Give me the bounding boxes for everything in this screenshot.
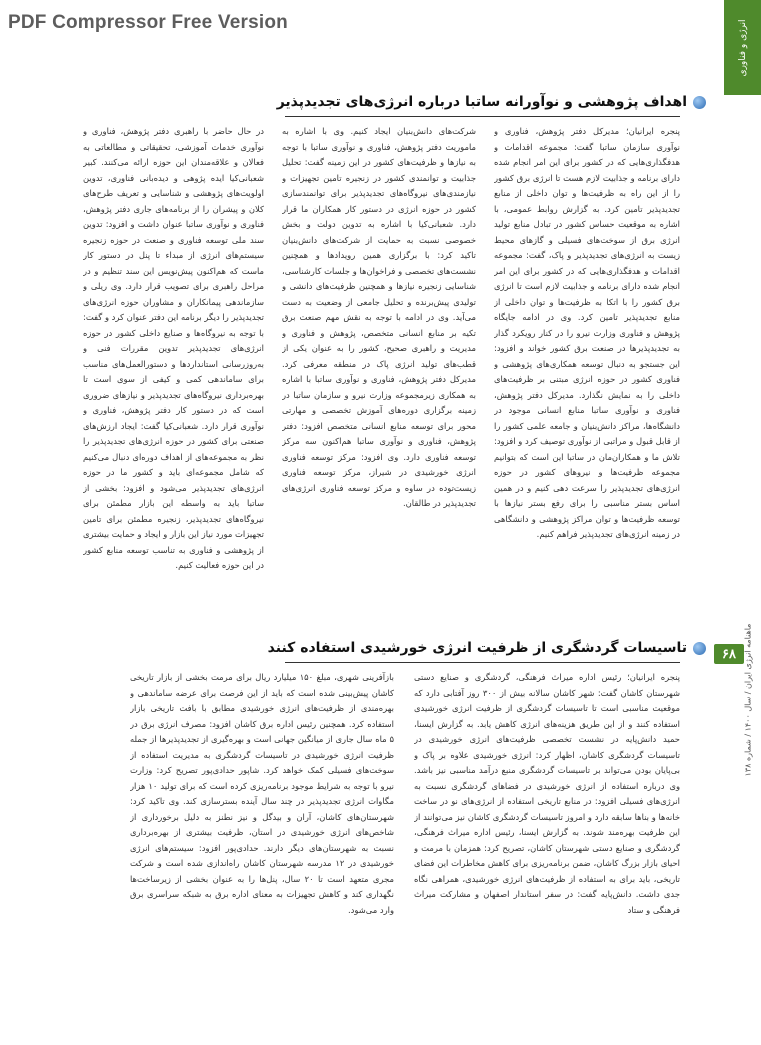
article1-headline: [277, 94, 706, 110]
section-tab: [724, 0, 761, 95]
article2-column-right: [414, 670, 680, 960]
article2-column-middle: [130, 670, 394, 960]
article2-text-right: پنجره ایرانیان؛ رئیس اداره میراث فرهنگی، گردشگری و صنایع دستی شهرستان کاشان گفت: شهر کاشان سالانه بیش از ۳۰۰ روز آفتابی دارد که موقعیت مناسبی است تا تاسیسات گردشگری از ظرفیت انرژی خورشیدی استفاده کنند و از این طریق هزینه‌های انرژی کاهش یابد. به گزارش ایسنا، حمید دانش‌پایه در نشست تخصصی ظرفیت‌های انرژی خورشیدی در تاسیسات گردشگری کاشان، اظهار کرد: انرژی خورشیدی علاوه بر پاک و بی‌پایان بودن می‌تواند بر تاسیسات گردشگری منبع درآمد مناسبی نیز باشد. وی درباره استفاده از انرژی خورشیدی در فضاهای گردشگری نسبت به انرژی‌های فسیلی افزود: در منابع تاریخی استفاده از انرژی‌های نو در ساخت خانه‌ها و بناها سابقه دارد و امروز تاسیسات گردشگری کاشان نیز می‌توانند از این ظرفیت بهره‌مند شوند. به گزارش ایسنا، رئیس اداره میراث فرهنگی، گردشگری و صنایع دستی شهرستان کاشان، تصریح کرد: همزمان با مرمت و احیای بازار بزرگ کاشان، ضمن برنامه‌ریزی برای کاهش مخاطرات این فضای تاریخی، باید برای به استفاده از ظرفیت‌های انرژی خورشیدی، همراهی نگاه جدی داشت. دانش‌پایه گفت: در سفر استاندار اصفهان و مشارکت میراث فرهنگی و ستاد: [414, 672, 680, 915]
article1-text-right: پنجره ایرانیان؛ مدیرکل دفتر پژوهش، فناوری و نوآوری سازمان ساتبا گفت: مجموعه اقدامات و هدفگذاری‌هایی که در کشور برای این امر انجام شده دارای برنامه و جذابیت لازم هست تا انرژی برق کشور را از این راه به ظرفیت‌ها و توان داخلی از منابع تجدیدپذیر تامین کرد. به گزارش روابط عمومی، با اشاره به موقعیت حساس کشور در تبادل منابع تولید انرژی برق از سوخت‌های فسیلی و گازهای محیط زیست به انرژی‌های تجدیدپذیر و پاک، گفت: مجموعه اقدامات و هدفگذاری‌هایی که در کشور برای این امر انجام شده دارای برنامه و جذابیت لازم است تا انرژی برق کشور را با اتکا به ظرفیت‌ها و توان داخلی از منابع تجدیدپذیر تامین کرد. وی در ادامه جایگاه پژوهش و فناوری وزارت نیرو را در کنار رویکرد گذار به تجدیدپذیرها در صنعت برق کشور خواند و افزود: این جستجو به دنبال توسعه همکاری‌های پژوهشی و فناوری کشور در حوزه انرژی مبتنی بر ظرفیت‌های داخلی را به نمایش نگذارد. مدیرکل دفتر پژوهش، فناوری و نوآوری ساتبا منابع انسانی موجود در دانشگاه‌ها، مراکز دانش‌بنیان و جامعه علمی کشور را از قابل قبول و مراتبی از نوآوری توصیف کرد و افزود: تلاش ما و همکاران‌مان در ساتبا این است که بتوانیم مجموعه ظرفیت‌ها و نیروهای کشور در حوزه انرژی‌های تجدیدپذیر را سرعت دهی کنیم و در همین اساس بستر مناسبی را برای رفع بستر نیازها با توسعه ظرفیت‌ها و توان مراکز پژوهشی و دانشگاهی در زمینه انرژی‌های تجدیدپذیر فراهم کنیم.: [494, 126, 680, 539]
article2-title: تاسیسات گردشگری از ظرفیت انرژی خورشیدی استفاده کنند: [267, 640, 687, 656]
magazine-strip-label: ماهنامه انرژی ایران / سال ۱۴۰۰ / شماره ۱۳۸: [743, 623, 753, 777]
article1-text-middle: شرکت‌های دانش‌بنیان ایجاد کنیم. وی با اشاره به ماموریت دفتر پژوهش، فناوری و نوآوری ساتبا با توجه به نیازها و ظرفیت‌های کشور در این زمینه گفت: تحلیل جذابیت و توانمندی کشور در زنجیره تامین تجهیزات و نیازمندی‌های نیروگاه‌های تجدیدپذیر برای توانمندسازی کشور در حوزه انرژی در دستور کار همکاران ما قرار دارد. شعبانی‌کیا با اشاره به تدوین دولت و بخش خصوصی نسبت به حمایت از شرکت‌های دانش‌بنیان تاکید کرد: با برگزاری همین رویدادها و همچنین نشست‌های تخصصی و فراخوان‌ها و جلسات کارشناسی، شناسایی زنجیره نیازها و همچنین ظرفیت‌های دانشی و تولیدی پیش‌برنده و تحلیل جامعی از وضعیت به دست می‌آید. وی در ادامه با توجه به نقش مهم صنعت برق تکیه بر منابع انسانی متخصص، پژوهش و فناوری و مدیریت و راهبری صحیح، کشور را به عنوان یکی از قطب‌های تولید انرژی پاک در منطقه معرفی کرد. مدیرکل دفتر پژوهش، فناوری و نوآوری ساتبا با اشاره به همکاری زیرمجموعه وزارت نیرو و سازمان ساتبا در زمینه برگزاری دوره‌های آموزش تخصصی و مهارتی محور برای توسعه منابع انسانی متخصص افزود: دفتر پژوهش، فناوری و نوآوری ساتبا هم‌اکنون سه مرکز توسعه فناوری دارد. وی افزود: مرکز توسعه فناوری انرژی خورشیدی در شیراز، مرکز توسعه فناوری زیست‌توده در ساوه و مرکز توسعه فناوری انرژی‌های تجدیدپذیر در طالقان.: [282, 126, 476, 508]
bullet-icon: [693, 96, 706, 109]
bullet-icon: [693, 642, 706, 655]
magazine-strip: [739, 400, 757, 1000]
page-number: ۶۸: [714, 644, 744, 664]
article1-column-middle: [282, 124, 476, 624]
watermark: PDF Compressor Free Version: [8, 12, 288, 33]
article1-column-left: [83, 124, 264, 624]
section-tab-label: انرژی و فناوری: [737, 19, 748, 76]
article1-title: اهداف پژوهشی و نوآورانه ساتبا درباره انرژی‌های تجدیدپذیر: [276, 94, 687, 110]
article2-text-middle: بازآفرینی شهری، مبلغ ۱۵۰ میلیارد ریال برای مرمت بخشی از بازار تاریخی کاشان پیش‌بینی شده است که باید از این فرصت برای عرضه ساماندهی و بهره‌مندی از ظرفیت‌های انرژی خورشیدی مطابق با بافت تاریخی بازار استفاده کرد. همچنین رئیس اداره برق کاشان افزود: مصرف انرژی برق در ۵ ماه سال جاری از میانگین جهانی است و بهره‌گیری از تجدیدپذیرها از جمله ظرفیت انرژی خورشیدی در تاسیسات گردشگری به مدیریت استفاده از سوخت‌های فسیلی کمک خواهد کرد. شاپور حدادی‌پور تصریح کرد: وزارت نیرو با توجه به شرایط موجود برنامه‌ریزی کرده است که برای تولید ۱۰ هزار مگاوات انرژی تجدیدپذیر در چند سال آینده بسترسازی کند. وی تاکید کرد: شهرستان‌های کاشان، آران و بیدگل و نیز نطنز به دلیل برخورداری از شاخص‌های انرژی خورشیدی در استان، ظرفیت بیشتری از بهره‌برداری نسبت به شهرستان‌های دیگر دارند. حدادی‌پور افزود: سیستم‌های انرژی خورشیدی در ۱۲ مدرسه شهرستان کاشان راه‌اندازی شده است و شرکت مجری متعهد است تا ۲۰ سال، پنل‌ها را به عنوان بخشی از زیرساخت‌ها نگهداری کند و کاهش تجهیزات به معنای اداره برق به شبکه سراسری برق وارد می‌شود.: [130, 672, 394, 915]
article1-rule: [285, 116, 680, 117]
article2-rule: [285, 662, 680, 663]
article1-column-right: [494, 124, 680, 624]
article1-text-left: در حال حاضر با راهبری دفتر پژوهش، فناوری و نوآوری خدمات آموزشی، تحقیقاتی و مطالعاتی به فعالان و علاقه‌مندان این حوزه ارائه می‌کنند. کبیر شعبانی‌کیا ایده پژوهی و دیده‌بانی فناوری، تدوین اولویت‌های پژوهشی و شناسایی و تعریف طرح‌های کلان و پیشران را از برنامه‌های جاری دفتر پژوهش، فناوری و نوآوری ساتبا عنوان داشت و افزود: تدوین سند ملی توسعه فناوری و صنعت در حوزه زنجیره سیستم‌های انرژی از مبداء تا پنل در دستور کار ماست که هم‌اکنون پیش‌نویس این سند تنظیم و در مراحل راهبری برای تصویب قرار دارد. وی ریلی و سازماندهی پیمانکاران و مشاوران حوزه انرژی‌های تجدیدپذیر را دیگر برنامه این دفتر عنوان کرد و گفت: با توجه به نیروگاه‌ها و صنایع داخلی کشور در حوزه انرژی‌های تجدیدپذیر تدوین مقررات فنی و به‌روزرسانی استانداردها و دستورالعمل‌های مناسب برای ساماندهی کمی و کیفی از سوی است تا بهره‌برداری نیروگاه‌های تجدیدپذیر و نیازهای ضروری است که در دستور کار دفتر پژوهش، فناوری و نوآوری قرار دارد. شعبانی‌کیا گفت: ایجاد ارزش‌های صنعتی برای کشور در حوزه انرژی‌های تجدیدپذیر را نظر به مجموعه‌های از اهداف دوره‌ای دنبال می‌کنیم که شامل مجموعه‌ای باید و کشور ما در حوزه انرژی‌های تجدیدپذیر می‌شود و افزود: بخشی از ساتبا باید به واسطه این بازار مطمئن برای نیروگاه‌های تجدیدپذیر، زنجیره مطمئن برای تامین تجهیزات مورد نیاز این بازار و ایجاد و حمایت بیشتری از پژوهشی و فناوری به تناسب توسعه منابع کشور در این حوزه فعالیت کنیم.: [83, 126, 264, 570]
article2-headline: [268, 640, 706, 656]
